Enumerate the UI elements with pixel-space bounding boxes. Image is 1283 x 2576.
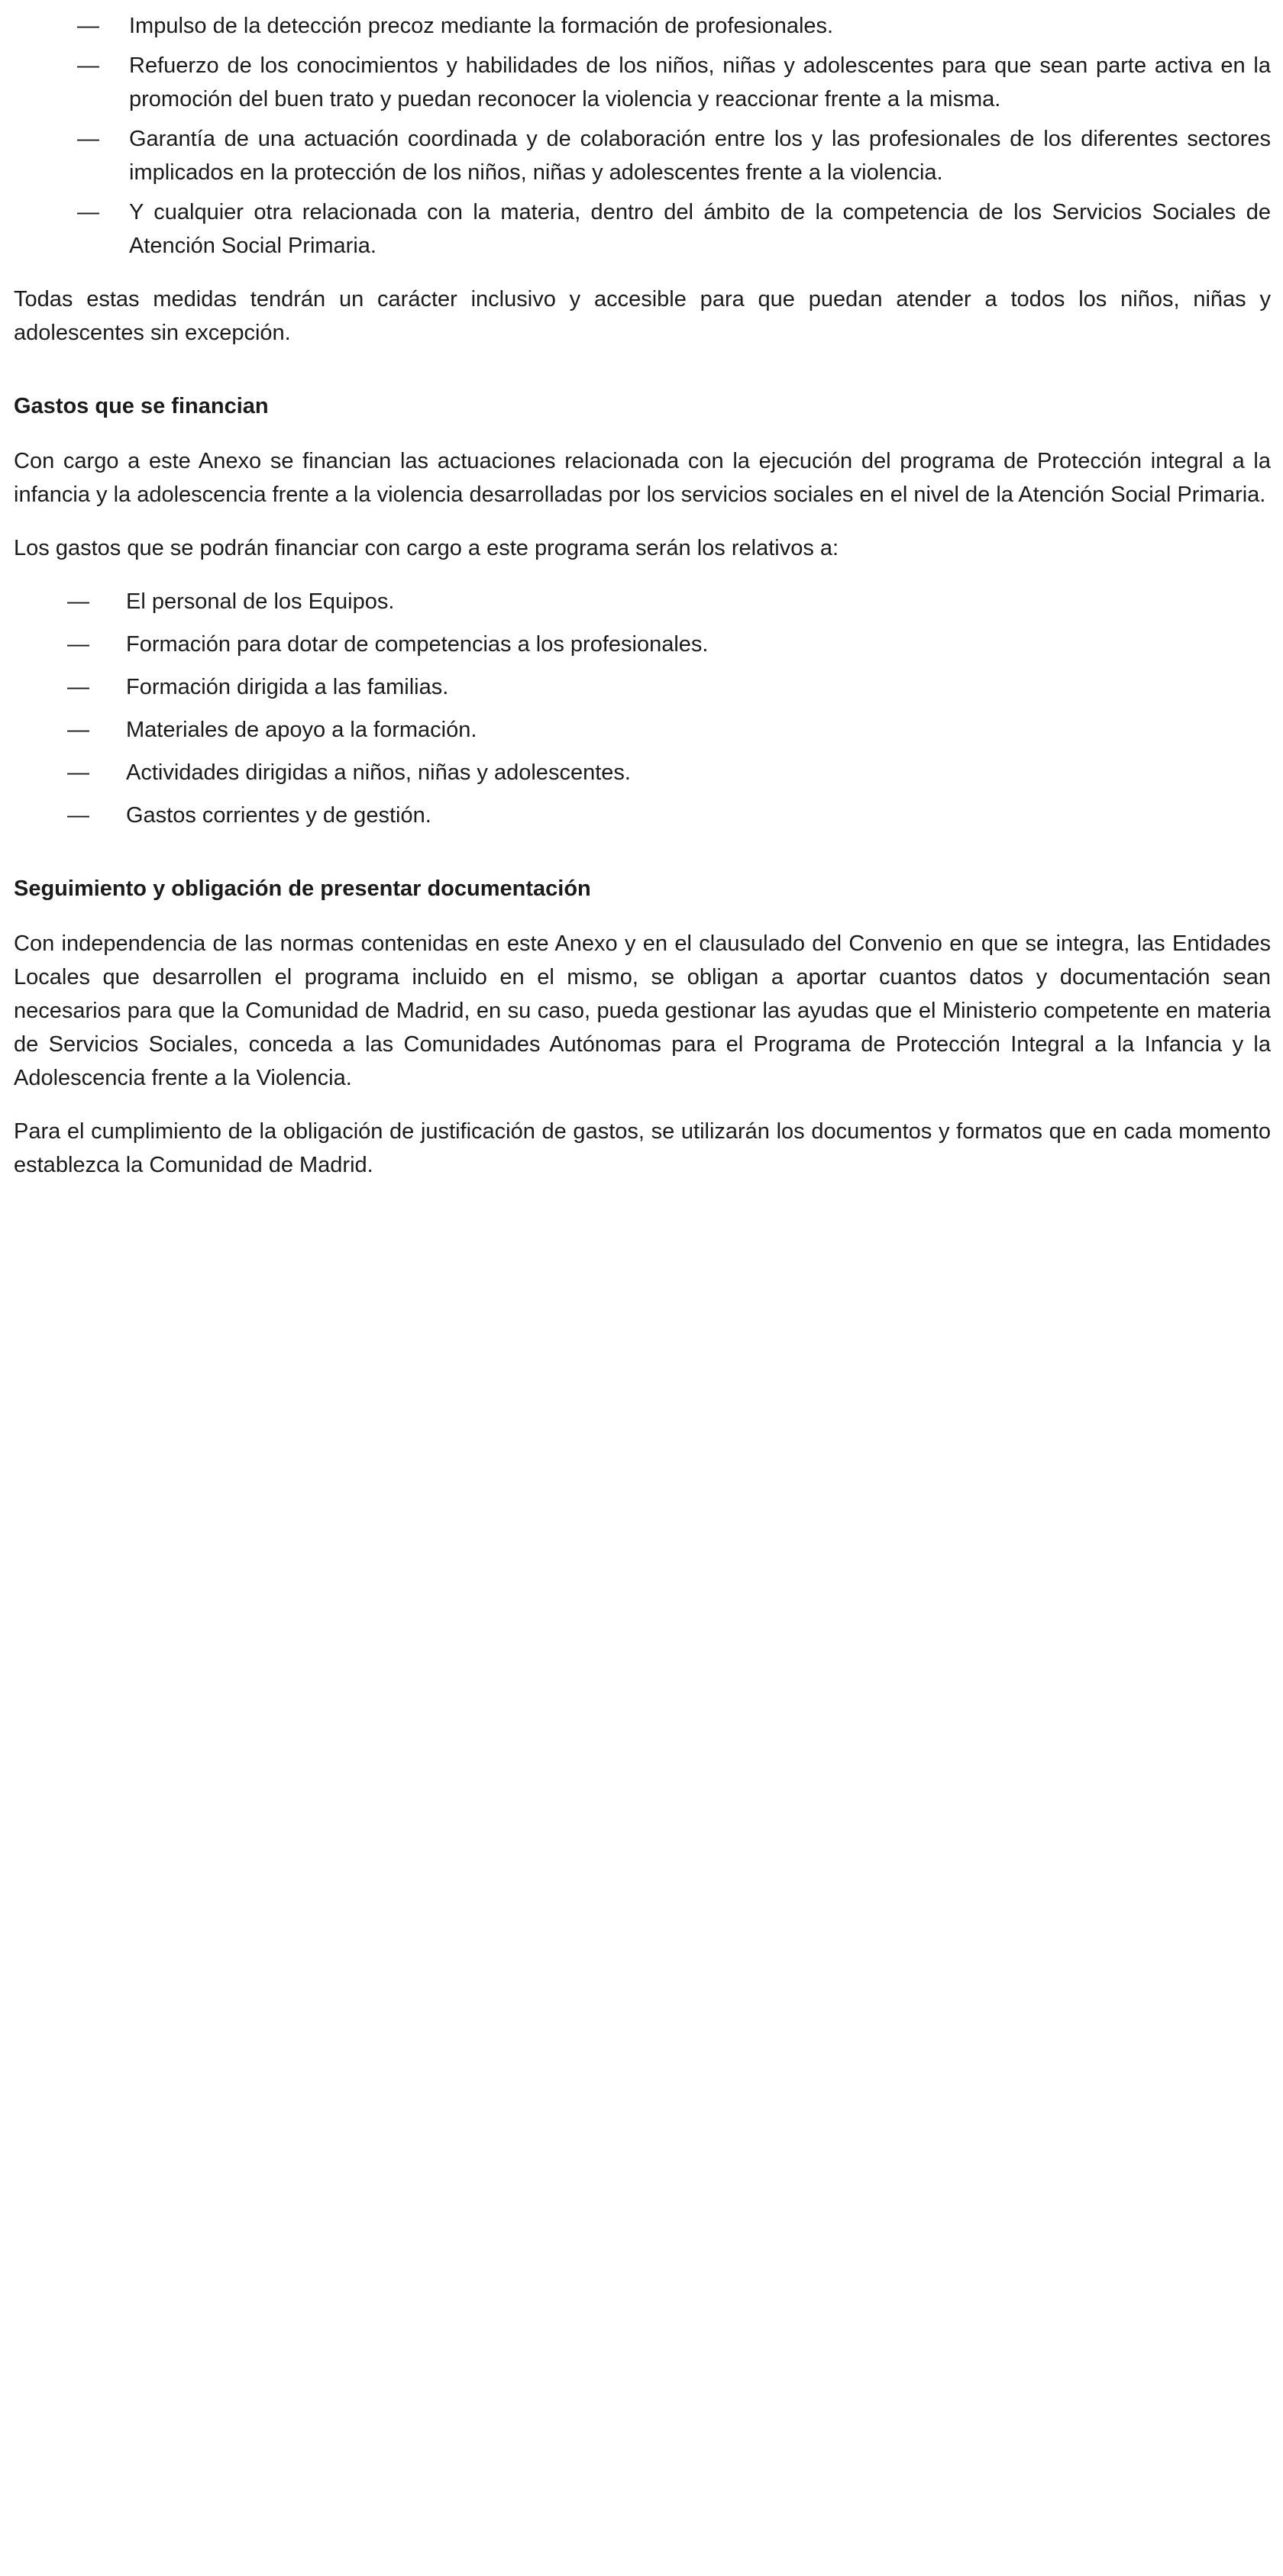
bullet-text: Gastos corrientes y de gestión. bbox=[126, 803, 431, 828]
list-item bbox=[14, 195, 1271, 263]
paragraph: Los gastos que se podrán financiar con cargo a este programa serán los relativos a: bbox=[14, 536, 839, 560]
paragraph: Para el cumplimiento de la obligación de justificación de gastos, se utilizarán los documentos y formatos que en cada momento establezca la Comunidad de Madrid. bbox=[14, 1119, 1271, 1177]
bullet-dash: — bbox=[77, 200, 99, 224]
gastos-bullet-list bbox=[14, 585, 1271, 832]
list-item bbox=[14, 713, 1271, 747]
bullet-text: Materiales de apoyo a la formación. bbox=[126, 718, 477, 742]
list-item bbox=[14, 628, 1271, 661]
bullet-text: Refuerzo de los conocimientos y habilidades de los niños, niñas y adolescentes para que sean parte activa en la promoción del buen trato y puedan reconocer la violencia y reaccionar frente a la misma. bbox=[129, 53, 1271, 111]
bullet-dash: — bbox=[77, 127, 99, 151]
bullet-text: Actividades dirigidas a niños, niñas y adolescentes. bbox=[126, 760, 631, 785]
list-item bbox=[14, 670, 1271, 704]
section-heading-seguimiento: Seguimiento y obligación de presentar documentación bbox=[14, 876, 591, 901]
section-heading-gastos: Gastos que se financian bbox=[14, 394, 269, 418]
measures-bullet-list bbox=[14, 9, 1271, 263]
paragraph: Todas estas medidas tendrán un carácter inclusivo y accesible para que puedan atender a todos los niños, niñas y adolescentes sin excepción. bbox=[14, 287, 1271, 345]
list-item bbox=[14, 585, 1271, 618]
bullet-dash: — bbox=[77, 14, 99, 38]
bullet-text: El personal de los Equipos. bbox=[126, 589, 395, 614]
bullet-text: Garantía de una actuación coordinada y de colaboración entre los y las profesionales de los diferentes sectores implicados en la protección de los niños, niñas y adolescentes frente a la violencia. bbox=[129, 127, 1271, 185]
bullet-dash: — bbox=[77, 53, 99, 78]
list-item bbox=[14, 756, 1271, 789]
paragraph: Con cargo a este Anexo se financian las actuaciones relacionada con la ejecución del programa de Protección integral a la infancia y la adolescencia frente a la violencia desarrolladas por los servicios sociales en el nivel de la Atención Social Primaria. bbox=[14, 449, 1271, 507]
list-item bbox=[14, 122, 1271, 189]
bullet-text: Formación dirigida a las familias. bbox=[126, 675, 449, 699]
bullet-text: Formación para dotar de competencias a los profesionales. bbox=[126, 632, 709, 657]
paragraph: Con independencia de las normas contenidas en este Anexo y en el clausulado del Convenio en que se integra, las Entidades Locales que desarrollen el programa incluido en el mismo, se obligan a aportar cuantos datos y documentación sean necesarios para que la Comunidad de Madrid, en su caso, pueda gestionar las ayudas que el Ministerio competente en materia de Servicios Sociales, conceda a las Comunidades Autónomas para el Programa de Protección Integral a la Infancia y la Adolescencia frente a la Violencia. bbox=[14, 931, 1271, 1090]
bullet-dash: — bbox=[67, 632, 89, 657]
bullet-text: Impulso de la detección precoz mediante la formación de profesionales. bbox=[129, 14, 834, 38]
bullet-dash: — bbox=[67, 675, 89, 699]
list-item bbox=[14, 49, 1271, 116]
blank-area bbox=[14, 1202, 1271, 2576]
bullet-dash: — bbox=[67, 803, 89, 828]
bullet-dash: — bbox=[67, 718, 89, 742]
bullet-text: Y cualquier otra relacionada con la materia, dentro del ámbito de la competencia de los Servicios Sociales de Atención Social Primaria. bbox=[129, 200, 1271, 258]
bullet-dash: — bbox=[67, 589, 89, 614]
bullet-dash: — bbox=[67, 760, 89, 785]
list-item bbox=[14, 9, 1271, 43]
list-item bbox=[14, 799, 1271, 832]
